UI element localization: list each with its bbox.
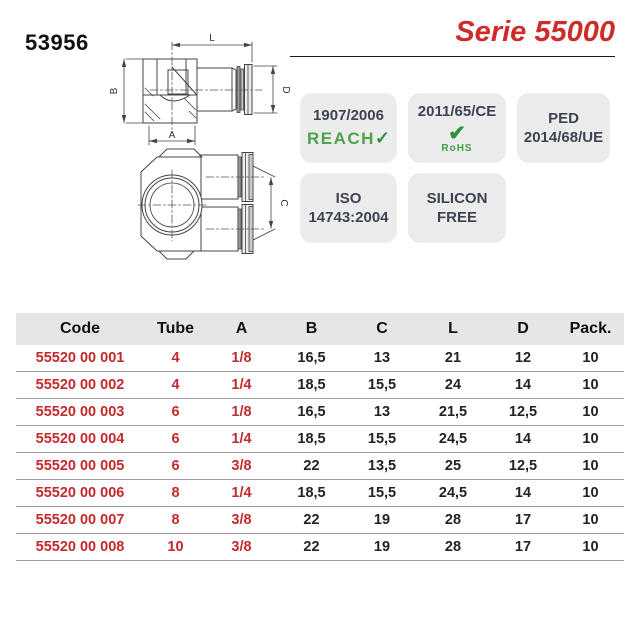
cell-value: 12,5 bbox=[489, 399, 557, 426]
cell-code: 55520 00 007 bbox=[16, 507, 144, 534]
cell-value: 4 bbox=[144, 372, 207, 399]
dimension-L bbox=[172, 33, 252, 62]
badge-iso bbox=[300, 173, 397, 243]
cell-value: 28 bbox=[417, 534, 489, 561]
cell-value: 24 bbox=[417, 372, 489, 399]
cell-value: 10 bbox=[557, 372, 624, 399]
dim-label-A: A bbox=[168, 130, 176, 141]
cell-value: 12 bbox=[489, 345, 557, 372]
dim-label-B: B bbox=[109, 87, 120, 95]
cell-value: 17 bbox=[489, 507, 557, 534]
col-header-tube: Tube bbox=[144, 313, 207, 345]
reach-logo: REACH✓ bbox=[306, 128, 391, 149]
cell-value: 1/4 bbox=[207, 426, 276, 453]
cell-code: 55520 00 008 bbox=[16, 534, 144, 561]
col-header-pack: Pack. bbox=[557, 313, 624, 345]
cell-value: 1/8 bbox=[207, 345, 276, 372]
badge-ped bbox=[517, 93, 610, 163]
series-title: Serie 55000 bbox=[455, 16, 615, 48]
cell-value: 28 bbox=[417, 507, 489, 534]
cell-value: 10 bbox=[144, 534, 207, 561]
dim-label-L: L bbox=[209, 33, 215, 44]
table-row bbox=[16, 534, 624, 561]
spec-table bbox=[16, 313, 624, 561]
cell-value: 17 bbox=[489, 534, 557, 561]
table-row bbox=[16, 372, 624, 399]
side-view-drawing bbox=[109, 33, 291, 145]
cell-value: 8 bbox=[144, 507, 207, 534]
cell-value: 22 bbox=[276, 507, 347, 534]
cell-value: 14 bbox=[489, 372, 557, 399]
badge-rohs bbox=[408, 93, 506, 163]
cell-value: 21,5 bbox=[417, 399, 489, 426]
cell-value: 10 bbox=[557, 453, 624, 480]
cell-value: 18,5 bbox=[276, 372, 347, 399]
cell-value: 16,5 bbox=[276, 345, 347, 372]
cell-value: 4 bbox=[144, 345, 207, 372]
cell-value: 14 bbox=[489, 426, 557, 453]
col-header-a: A bbox=[207, 313, 276, 345]
cell-value: 24,5 bbox=[417, 426, 489, 453]
badge-reach bbox=[300, 93, 397, 163]
table-row bbox=[16, 453, 624, 480]
badge-silicon-line2: FREE bbox=[436, 209, 477, 226]
check-icon: ✔ bbox=[448, 121, 466, 145]
badge-silicon-free bbox=[408, 173, 506, 243]
table-row bbox=[16, 507, 624, 534]
dim-label-C: C bbox=[278, 199, 289, 207]
dimension-D bbox=[254, 66, 291, 113]
cell-code: 55520 00 002 bbox=[16, 372, 144, 399]
badge-iso-line2: 14743:2004 bbox=[308, 209, 389, 226]
check-icon: ✓ bbox=[374, 128, 391, 149]
cell-value: 10 bbox=[557, 507, 624, 534]
front-view-drawing bbox=[138, 149, 289, 259]
table-row bbox=[16, 399, 624, 426]
dimension-B bbox=[109, 59, 142, 123]
badge-rohs-regulation: 2011/65/CE bbox=[417, 103, 497, 121]
spec-table-body bbox=[16, 345, 624, 561]
cell-value: 3/8 bbox=[207, 507, 276, 534]
cell-value: 8 bbox=[144, 480, 207, 507]
cell-value: 22 bbox=[276, 534, 347, 561]
title-rule-divider bbox=[290, 56, 615, 57]
table-row bbox=[16, 480, 624, 507]
cell-code: 55520 00 005 bbox=[16, 453, 144, 480]
table-header-row bbox=[16, 313, 624, 345]
cell-value: 3/8 bbox=[207, 534, 276, 561]
rohs-logo: RoHS bbox=[441, 142, 473, 154]
cell-value: 1/4 bbox=[207, 372, 276, 399]
cell-value: 6 bbox=[144, 453, 207, 480]
cell-value: 13,5 bbox=[347, 453, 417, 480]
cell-value: 25 bbox=[417, 453, 489, 480]
col-header-l: L bbox=[417, 313, 489, 345]
cell-value: 15,5 bbox=[347, 426, 417, 453]
col-header-b: B bbox=[276, 313, 347, 345]
cell-value: 18,5 bbox=[276, 426, 347, 453]
technical-drawing bbox=[95, 30, 300, 305]
cell-value: 10 bbox=[557, 534, 624, 561]
badge-ped-line1: PED bbox=[548, 109, 579, 127]
cell-value: 13 bbox=[347, 399, 417, 426]
cell-value: 15,5 bbox=[347, 372, 417, 399]
cell-value: 1/8 bbox=[207, 399, 276, 426]
cell-value: 10 bbox=[557, 399, 624, 426]
col-header-d: D bbox=[489, 313, 557, 345]
cell-code: 55520 00 001 bbox=[16, 345, 144, 372]
cell-value: 10 bbox=[557, 480, 624, 507]
cell-code: 55520 00 003 bbox=[16, 399, 144, 426]
dim-label-D: D bbox=[280, 86, 291, 94]
part-number: 53956 bbox=[25, 30, 89, 55]
col-header-c: C bbox=[347, 313, 417, 345]
cell-value: 6 bbox=[144, 399, 207, 426]
col-header-code: Code bbox=[16, 313, 144, 345]
cell-value: 3/8 bbox=[207, 453, 276, 480]
badge-ped-line2: 2014/68/UE bbox=[523, 129, 604, 146]
cell-value: 18,5 bbox=[276, 480, 347, 507]
cell-value: 10 bbox=[557, 426, 624, 453]
cell-value: 15,5 bbox=[347, 480, 417, 507]
cell-value: 10 bbox=[557, 345, 624, 372]
cell-value: 21 bbox=[417, 345, 489, 372]
cell-value: 14 bbox=[489, 480, 557, 507]
badge-iso-line1: ISO bbox=[335, 189, 362, 207]
cell-code: 55520 00 006 bbox=[16, 480, 144, 507]
cell-value: 16,5 bbox=[276, 399, 347, 426]
cell-value: 19 bbox=[347, 507, 417, 534]
badge-reach-regulation: 1907/2006 bbox=[313, 106, 384, 124]
table-row bbox=[16, 345, 624, 372]
cell-value: 13 bbox=[347, 345, 417, 372]
cell-value: 1/4 bbox=[207, 480, 276, 507]
cell-value: 19 bbox=[347, 534, 417, 561]
table-row bbox=[16, 426, 624, 453]
cell-value: 12,5 bbox=[489, 453, 557, 480]
cell-code: 55520 00 004 bbox=[16, 426, 144, 453]
cell-value: 22 bbox=[276, 453, 347, 480]
cell-value: 6 bbox=[144, 426, 207, 453]
badge-silicon-line1: SILICON bbox=[426, 189, 488, 207]
cell-value: 24,5 bbox=[417, 480, 489, 507]
